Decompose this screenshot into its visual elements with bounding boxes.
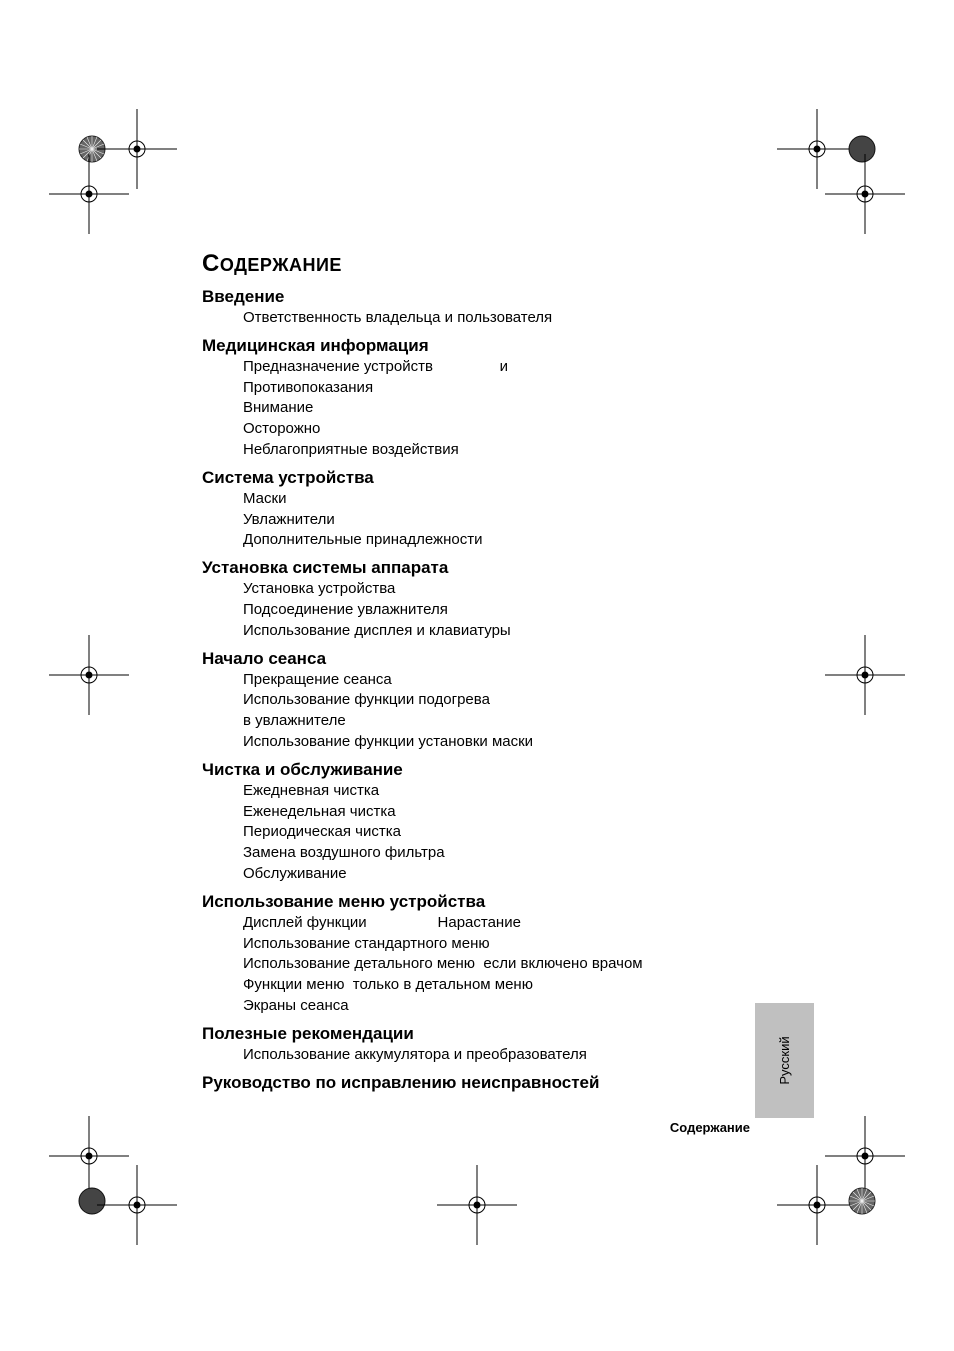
page-title-rest: ОДЕРЖАНИЕ <box>219 255 342 275</box>
page-title-initial: С <box>202 250 220 277</box>
toc-entry[interactable]: Дисплей функции Нарастание <box>243 913 521 931</box>
crop-mark-bottom-right <box>777 1116 905 1245</box>
toc-entry[interactable]: Использование дисплея и клавиатуры <box>243 621 511 639</box>
toc-section <box>202 1072 722 1100</box>
toc-section <box>202 286 722 335</box>
crop-mark-bottom-center <box>437 1165 517 1245</box>
language-tab <box>755 1003 814 1118</box>
toc-heading[interactable]: Медицинская информация <box>202 335 429 355</box>
crop-mark-mid-left <box>49 635 129 715</box>
toc-entry[interactable]: Увлажнители <box>243 510 335 528</box>
toc-section <box>202 467 722 557</box>
toc-entry[interactable]: Функции меню только в детальном меню <box>243 976 533 994</box>
toc-entry[interactable]: Использование стандартного меню <box>243 934 490 952</box>
toc-entry[interactable]: Использование детального меню если включено врачом <box>243 955 643 973</box>
toc-section <box>202 759 722 891</box>
toc-entry[interactable]: Периодическая чистка <box>243 823 401 841</box>
footer-section-title: Содержание <box>669 1120 750 1135</box>
toc-entry[interactable]: Замена воздушного фильтра <box>243 844 445 862</box>
toc-entry[interactable]: Использование функции подогрева <box>243 691 490 709</box>
crop-mark-mid-right <box>825 635 905 715</box>
toc-section <box>202 557 722 647</box>
toc-heading[interactable]: Использование меню устройства <box>202 891 486 911</box>
toc-section <box>202 335 722 467</box>
table-of-contents <box>202 286 722 1100</box>
toc-heading[interactable]: Установка системы аппарата <box>202 558 449 578</box>
toc-entry[interactable]: в увлажнителе <box>243 712 346 730</box>
toc-entry[interactable]: Внимание <box>243 399 314 417</box>
toc-entry[interactable]: Ежедневная чистка <box>243 781 380 799</box>
toc-entry[interactable]: Использование аккумулятора и преобразователя <box>243 1045 587 1063</box>
toc-entry[interactable]: Предназначение устройств и <box>243 357 509 375</box>
toc-section <box>202 891 722 1023</box>
toc-entry[interactable]: Обслуживание <box>243 864 347 882</box>
toc-heading[interactable]: Система устройства <box>202 467 374 487</box>
toc-heading[interactable]: Полезные рекомендации <box>202 1023 414 1043</box>
crop-mark-top-left <box>49 109 177 234</box>
toc-entry[interactable]: Противопоказания <box>243 378 374 396</box>
crop-mark-bottom-left <box>49 1116 177 1245</box>
toc-entry[interactable]: Дополнительные принадлежности <box>243 531 483 549</box>
toc-heading[interactable]: Введение <box>202 287 285 306</box>
toc-entry[interactable]: Ответственность владельца и пользователя <box>243 309 553 326</box>
toc-entry[interactable]: Установка устройства <box>243 580 396 598</box>
toc-section <box>202 1023 722 1072</box>
toc-entry[interactable]: Осторожно <box>243 420 321 438</box>
toc-section <box>202 648 722 759</box>
crop-mark-top-right <box>777 109 905 234</box>
toc-heading[interactable]: Руководство по исправлению неисправностей <box>202 1072 600 1092</box>
toc-entry[interactable]: Маски <box>243 489 287 507</box>
toc-entry[interactable]: Неблагоприятные воздействия <box>243 440 459 458</box>
toc-entry[interactable]: Подсоединение увлажнителя <box>243 600 448 618</box>
toc-heading[interactable]: Чистка и обслуживание <box>202 759 403 779</box>
toc-entry[interactable]: Прекращение сеанса <box>243 670 392 688</box>
toc-entry[interactable]: Использование функции установки маски <box>243 732 534 750</box>
toc-entry[interactable]: Еженедельная чистка <box>243 802 396 820</box>
toc-entry[interactable]: Экраны сеанса <box>243 996 349 1014</box>
toc-heading[interactable]: Начало сеанса <box>202 648 327 668</box>
language-tab-label: Русский <box>777 1036 792 1085</box>
page-title <box>202 250 342 278</box>
